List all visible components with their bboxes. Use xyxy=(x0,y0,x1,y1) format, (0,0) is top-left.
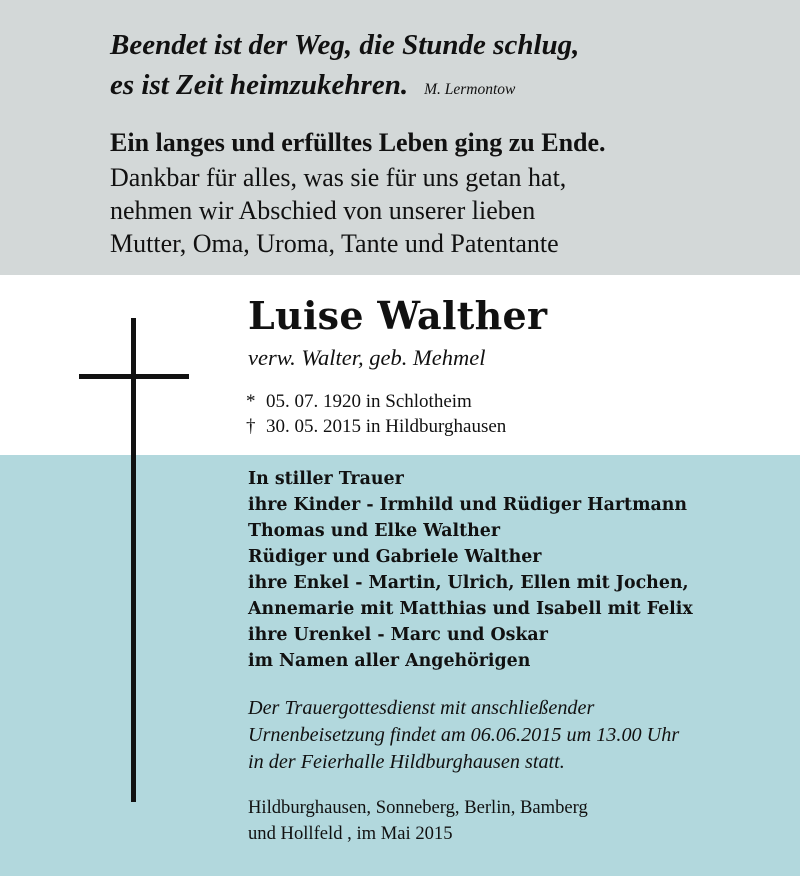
death-text: 30. 05. 2015 in Hildburghausen xyxy=(266,416,507,437)
mourner-line: ihre Urenkel - Marc und Oskar xyxy=(248,625,548,645)
birth-symbol: * xyxy=(246,391,256,412)
deceased-names-note: verw. Walter, geb. Mehmel xyxy=(248,345,486,370)
intro-line-2: Dankbar für alles, was sie für uns getan hat, xyxy=(110,163,567,192)
mourner-line: im Namen aller Angehörigen xyxy=(248,651,531,671)
quote-author: M. Lermontow xyxy=(424,81,516,98)
mourner-line: In stiller Trauer xyxy=(248,469,404,489)
mourner-line: ihre Kinder - Irmhild und Rüdiger Hartmann xyxy=(248,495,688,515)
death-line xyxy=(246,416,506,438)
death-symbol: † xyxy=(246,416,256,437)
quote-line-2 xyxy=(110,69,515,102)
service-line: Der Trauergottesdienst mit anschließender xyxy=(248,697,595,719)
intro-line-1: Ein langes und erfülltes Leben ging zu Ende. xyxy=(110,128,606,157)
top-section xyxy=(0,0,800,275)
quote-line-2-text: es ist Zeit heimzukehren. xyxy=(110,69,409,101)
mourner-line: ihre Enkel - Martin, Ulrich, Ellen mit Jochen, xyxy=(248,573,689,593)
deceased-name: Luise Walther xyxy=(248,293,548,338)
service-line: Urnenbeisetzung findet am 06.06.2015 um 13.00 Uhr xyxy=(248,724,680,746)
mourner-line: Thomas und Elke Walther xyxy=(248,521,501,541)
mourner-line: Annemarie mit Matthias und Isabell mit Felix xyxy=(248,599,693,619)
cross-vertical-beam xyxy=(131,318,136,802)
intro-line-3: nehmen wir Abschied von unserer lieben xyxy=(110,196,536,225)
cross-horizontal-beam xyxy=(79,374,189,379)
intro-line-4: Mutter, Oma, Uroma, Tante und Patentante xyxy=(110,229,559,258)
service-line: in der Feierhalle Hildburghausen statt. xyxy=(248,751,565,773)
place-line: Hildburghausen, Sonneberg, Berlin, Bamberg xyxy=(248,797,588,818)
birth-text: 05. 07. 1920 in Schlotheim xyxy=(266,391,472,412)
place-line: und Hollfeld , im Mai 2015 xyxy=(248,823,453,844)
mourner-line: Rüdiger und Gabriele Walther xyxy=(248,547,542,567)
quote-line-1: Beendet ist der Weg, die Stunde schlug, xyxy=(110,29,580,61)
birth-line xyxy=(246,391,472,413)
